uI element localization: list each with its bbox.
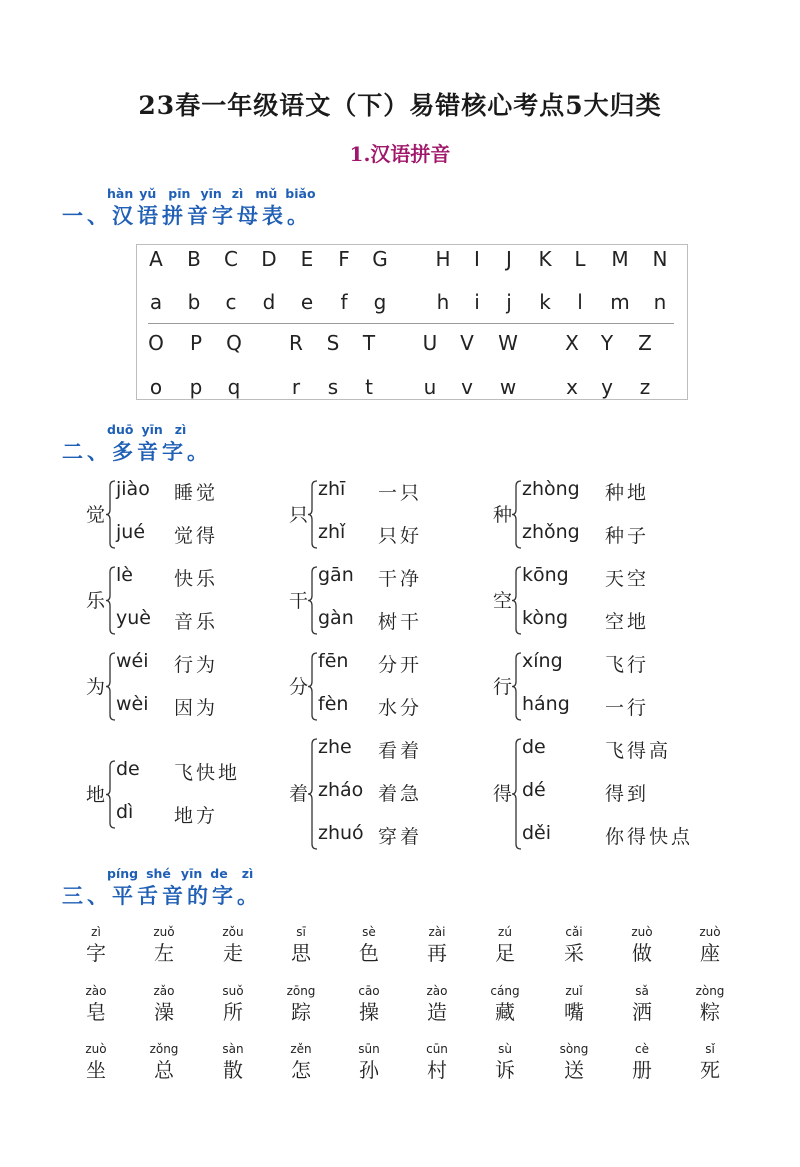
char-hanzi: 村 <box>427 1058 447 1082</box>
page-subtitle: 1.汉语拼音 <box>349 142 451 166</box>
heading-pinyin-syllable: yīn <box>141 422 163 437</box>
reading-pinyin: děi <box>522 822 552 844</box>
char-hanzi: 送 <box>564 1058 584 1082</box>
lowercase-letter: v <box>461 375 473 399</box>
char-pinyin: zuǒ <box>153 925 175 939</box>
reading-pinyin: dì <box>116 801 134 823</box>
reading-word: 看着 <box>378 740 423 762</box>
reading-pinyin: fēn <box>318 650 349 672</box>
char-hanzi: 洒 <box>632 1000 652 1024</box>
reading-pinyin: zhòng <box>522 478 580 500</box>
heading-pinyin-syllable: zì <box>174 422 187 437</box>
char-cell <box>407 983 467 1025</box>
heading-pinyin-syllable: shé <box>146 866 171 881</box>
char-pinyin: sè <box>362 925 376 939</box>
lowercase-letter: q <box>227 375 241 399</box>
char-pinyin: sù <box>498 1042 512 1056</box>
uppercase-letter: H <box>435 247 451 271</box>
heading-pinyin-syllable: de <box>210 866 228 881</box>
char-pinyin: zài <box>428 925 446 939</box>
uppercase-letter: Y <box>600 331 614 355</box>
lowercase-letter: l <box>577 290 583 314</box>
polyphonic-char: 觉 <box>86 503 106 526</box>
lowercase-letter: s <box>327 375 339 399</box>
uppercase-letter: G <box>372 247 388 271</box>
reading-word: 因为 <box>174 697 219 719</box>
uppercase-letter: B <box>187 247 201 271</box>
char-pinyin: zì <box>91 925 101 939</box>
lowercase-letter: z <box>639 375 651 399</box>
reading-word: 飞行 <box>605 654 650 676</box>
heading-pinyin-syllable: biǎo <box>285 186 316 201</box>
char-pinyin: sūn <box>358 1042 380 1056</box>
uppercase-letter: F <box>338 247 350 271</box>
reading-word: 得到 <box>605 783 650 805</box>
heading-pinyin-syllable: píng <box>107 866 139 881</box>
char-hanzi: 藏 <box>495 1000 515 1024</box>
lowercase-letter: h <box>436 290 450 314</box>
reading-pinyin: zhe <box>318 736 352 758</box>
alphabet-divider <box>148 323 674 324</box>
char-cell <box>203 1041 263 1083</box>
char-pinyin: sòng <box>559 1042 589 1056</box>
char-hanzi: 坐 <box>86 1058 106 1082</box>
polyphonic-char: 干 <box>289 589 309 612</box>
section1-heading: 一、汉语拼音字母表。 <box>62 203 312 228</box>
lowercase-letter: g <box>373 290 387 314</box>
reading-word: 飞快地 <box>174 762 241 784</box>
char-cell <box>271 983 331 1025</box>
reading-pinyin: jiào <box>116 478 150 500</box>
char-pinyin: sǎ <box>635 984 649 998</box>
lowercase-letter: c <box>225 290 237 314</box>
reading-pinyin: de <box>522 736 546 758</box>
uppercase-letter: S <box>326 331 340 355</box>
char-cell <box>475 1041 535 1083</box>
uppercase-letter: W <box>498 331 518 355</box>
char-pinyin: zào <box>85 984 107 998</box>
polyphonic-char: 行 <box>493 675 513 698</box>
char-pinyin: zǒu <box>222 925 244 939</box>
char-hanzi: 嘴 <box>564 1000 584 1024</box>
reading-word: 地方 <box>174 805 219 827</box>
lowercase-letter: p <box>189 375 203 399</box>
reading-word: 你得快点 <box>605 826 694 848</box>
char-cell <box>680 983 740 1025</box>
reading-word: 干净 <box>378 568 423 590</box>
char-cell <box>612 983 672 1025</box>
heading-pinyin-syllable: zì <box>231 186 244 201</box>
lowercase-letter: i <box>474 290 480 314</box>
char-hanzi: 踪 <box>291 1000 311 1024</box>
section3-pinyin <box>107 866 253 881</box>
polyphonic-char: 分 <box>289 675 309 698</box>
char-pinyin: cáng <box>490 984 520 998</box>
heading-pinyin-syllable: mǔ <box>255 186 278 201</box>
polyphonic-char: 着 <box>289 783 309 805</box>
char-pinyin: zuǐ <box>565 984 583 998</box>
uppercase-letter: M <box>611 247 629 271</box>
char-hanzi: 总 <box>154 1058 174 1082</box>
reading-word: 种子 <box>605 525 650 547</box>
char-hanzi: 采 <box>564 941 584 965</box>
polyphonic-char: 乐 <box>86 589 106 612</box>
lowercase-letter: b <box>187 290 201 314</box>
polyphonic-char: 空 <box>493 589 513 612</box>
char-hanzi: 死 <box>700 1058 720 1082</box>
char-hanzi: 散 <box>223 1058 243 1082</box>
reading-pinyin: dé <box>522 779 546 801</box>
polyphonic-char: 地 <box>86 783 106 806</box>
char-pinyin: sàn <box>222 1042 244 1056</box>
char-hanzi: 孙 <box>359 1058 379 1082</box>
char-pinyin: cè <box>635 1042 649 1056</box>
char-hanzi: 册 <box>632 1058 652 1082</box>
char-pinyin: zuò <box>699 925 721 939</box>
char-cell <box>271 1041 331 1083</box>
reading-word: 行为 <box>174 654 219 676</box>
lowercase-letter: t <box>365 375 373 399</box>
lowercase-letter: r <box>291 375 301 399</box>
lowercase-letter: j <box>506 290 512 314</box>
char-hanzi: 做 <box>632 941 652 965</box>
uppercase-letter: E <box>300 247 314 271</box>
heading-pinyin-syllable: yǔ <box>139 186 157 201</box>
reading-pinyin: wéi <box>116 650 149 672</box>
lowercase-letter: a <box>149 290 163 314</box>
reading-word: 飞得高 <box>605 740 672 762</box>
char-hanzi: 造 <box>427 1000 447 1024</box>
char-cell <box>407 1041 467 1083</box>
polyphonic-char: 种 <box>493 503 513 526</box>
char-pinyin: zǎo <box>153 984 175 998</box>
uppercase-letter: P <box>189 331 203 355</box>
char-cell <box>339 1041 399 1083</box>
polyphonic-char: 为 <box>86 675 106 698</box>
char-cell <box>680 1041 740 1083</box>
reading-word: 天空 <box>605 568 650 590</box>
uppercase-letter: K <box>538 247 552 271</box>
reading-pinyin: zhǒng <box>522 521 580 543</box>
reading-pinyin: lè <box>116 564 133 586</box>
char-hanzi: 所 <box>223 1000 243 1024</box>
reading-word: 一只 <box>378 482 423 504</box>
uppercase-letter: I <box>474 247 480 271</box>
lowercase-letter: m <box>610 290 630 314</box>
section3-heading: 三、平舌音的字。 <box>62 883 262 908</box>
uppercase-letter: V <box>460 331 474 355</box>
char-pinyin: zuò <box>85 1042 107 1056</box>
char-pinyin: cūn <box>426 1042 448 1056</box>
char-cell <box>66 924 126 966</box>
char-cell <box>612 1041 672 1083</box>
char-pinyin: zào <box>426 984 448 998</box>
char-cell <box>134 1041 194 1083</box>
heading-pinyin-syllable: duō <box>107 422 134 437</box>
lowercase-letter: k <box>539 290 551 314</box>
reading-pinyin: yuè <box>116 607 151 629</box>
heading-pinyin-syllable: zì <box>241 866 254 881</box>
char-hanzi: 字 <box>86 941 106 965</box>
reading-word: 睡觉 <box>174 482 219 504</box>
char-cell <box>544 1041 604 1083</box>
reading-pinyin: xíng <box>522 650 563 672</box>
char-hanzi: 澡 <box>154 1000 174 1024</box>
uppercase-letter: N <box>652 247 668 271</box>
char-cell <box>339 924 399 966</box>
reading-word: 种地 <box>605 482 650 504</box>
reading-pinyin: kōng <box>522 564 569 586</box>
reading-pinyin: gàn <box>318 607 354 629</box>
lowercase-letter: n <box>653 290 667 314</box>
char-cell <box>475 983 535 1025</box>
char-hanzi: 色 <box>359 941 379 965</box>
lowercase-letter: o <box>149 375 163 399</box>
char-hanzi: 足 <box>495 941 515 965</box>
char-pinyin: zǒng <box>149 1042 179 1056</box>
reading-pinyin: zhuó <box>318 822 364 844</box>
reading-word: 快乐 <box>174 568 219 590</box>
char-pinyin: zòng <box>695 984 725 998</box>
char-cell <box>271 924 331 966</box>
reading-pinyin: wèi <box>116 693 149 715</box>
char-hanzi: 思 <box>291 941 311 965</box>
heading-pinyin-syllable: yīn <box>180 866 203 881</box>
section1-pinyin <box>107 186 316 201</box>
lowercase-letter: d <box>262 290 276 314</box>
lowercase-letter: y <box>601 375 613 399</box>
uppercase-letter: T <box>362 331 376 355</box>
reading-word: 觉得 <box>174 525 219 547</box>
uppercase-letter: J <box>506 247 512 271</box>
reading-pinyin: jué <box>116 521 146 543</box>
char-cell <box>612 924 672 966</box>
char-cell <box>680 924 740 966</box>
uppercase-letter: Q <box>226 331 242 355</box>
heading-pinyin-syllable: pīn <box>168 186 191 201</box>
reading-word: 着急 <box>378 783 423 805</box>
reading-word: 水分 <box>378 697 423 719</box>
char-pinyin: cǎi <box>565 925 583 939</box>
reading-pinyin: kòng <box>522 607 569 629</box>
uppercase-letter: C <box>224 247 238 271</box>
char-hanzi: 粽 <box>700 1000 720 1024</box>
reading-pinyin: zháo <box>318 779 364 801</box>
char-cell <box>407 924 467 966</box>
polyphonic-char: 得 <box>493 783 513 805</box>
char-pinyin: zuò <box>631 925 653 939</box>
lowercase-letter: f <box>340 290 348 314</box>
heading-pinyin-syllable: hàn <box>107 186 134 201</box>
char-hanzi: 再 <box>427 941 447 965</box>
char-cell <box>66 983 126 1025</box>
heading-pinyin-syllable: yīn <box>200 186 222 201</box>
lowercase-letter: u <box>423 375 437 399</box>
reading-pinyin: gān <box>318 564 354 586</box>
char-pinyin: zú <box>498 925 512 939</box>
reading-word: 穿着 <box>378 826 423 848</box>
char-cell <box>544 983 604 1025</box>
char-hanzi: 皂 <box>86 1000 106 1024</box>
uppercase-letter: R <box>289 331 303 355</box>
reading-pinyin: de <box>116 758 140 780</box>
lowercase-letter: x <box>566 375 578 399</box>
char-pinyin: zōng <box>286 984 316 998</box>
lowercase-letter: e <box>300 290 314 314</box>
char-hanzi: 走 <box>223 941 243 965</box>
char-cell <box>203 924 263 966</box>
char-hanzi: 座 <box>700 941 720 965</box>
reading-word: 分开 <box>378 654 423 676</box>
char-cell <box>66 1041 126 1083</box>
char-hanzi: 诉 <box>495 1058 515 1082</box>
reading-pinyin: zhī <box>318 478 346 500</box>
char-pinyin: suǒ <box>222 984 244 998</box>
reading-pinyin: zhǐ <box>318 521 346 543</box>
char-cell <box>339 983 399 1025</box>
char-cell <box>544 924 604 966</box>
section2-heading: 二、多音字。 <box>62 439 212 464</box>
char-pinyin: sǐ <box>705 1042 715 1056</box>
reading-word: 树干 <box>378 611 423 633</box>
uppercase-letter: O <box>148 331 164 355</box>
uppercase-letter: X <box>565 331 579 355</box>
uppercase-letter: U <box>422 331 438 355</box>
char-cell <box>134 924 194 966</box>
uppercase-letter: D <box>261 247 277 271</box>
section2-pinyin <box>107 422 186 437</box>
uppercase-letter: A <box>149 247 163 271</box>
reading-pinyin: háng <box>522 693 570 715</box>
uppercase-letter: Z <box>638 331 652 355</box>
char-hanzi: 怎 <box>291 1058 311 1082</box>
polyphonic-char: 只 <box>289 503 309 526</box>
page-title: 23春一年级语文（下）易错核心考点5大归类 <box>138 91 662 120</box>
char-cell <box>134 983 194 1025</box>
reading-word: 音乐 <box>174 611 219 633</box>
char-hanzi: 操 <box>359 1000 379 1024</box>
char-hanzi: 左 <box>154 941 174 965</box>
char-pinyin: sī <box>296 925 306 939</box>
char-pinyin: zěn <box>290 1042 312 1056</box>
char-cell <box>203 983 263 1025</box>
char-cell <box>475 924 535 966</box>
reading-word: 空地 <box>605 611 650 633</box>
uppercase-letter: L <box>574 247 586 271</box>
lowercase-letter: w <box>499 375 517 399</box>
char-pinyin: cāo <box>358 984 380 998</box>
reading-pinyin: fèn <box>318 693 349 715</box>
reading-word: 只好 <box>378 525 423 547</box>
reading-word: 一行 <box>605 697 650 719</box>
